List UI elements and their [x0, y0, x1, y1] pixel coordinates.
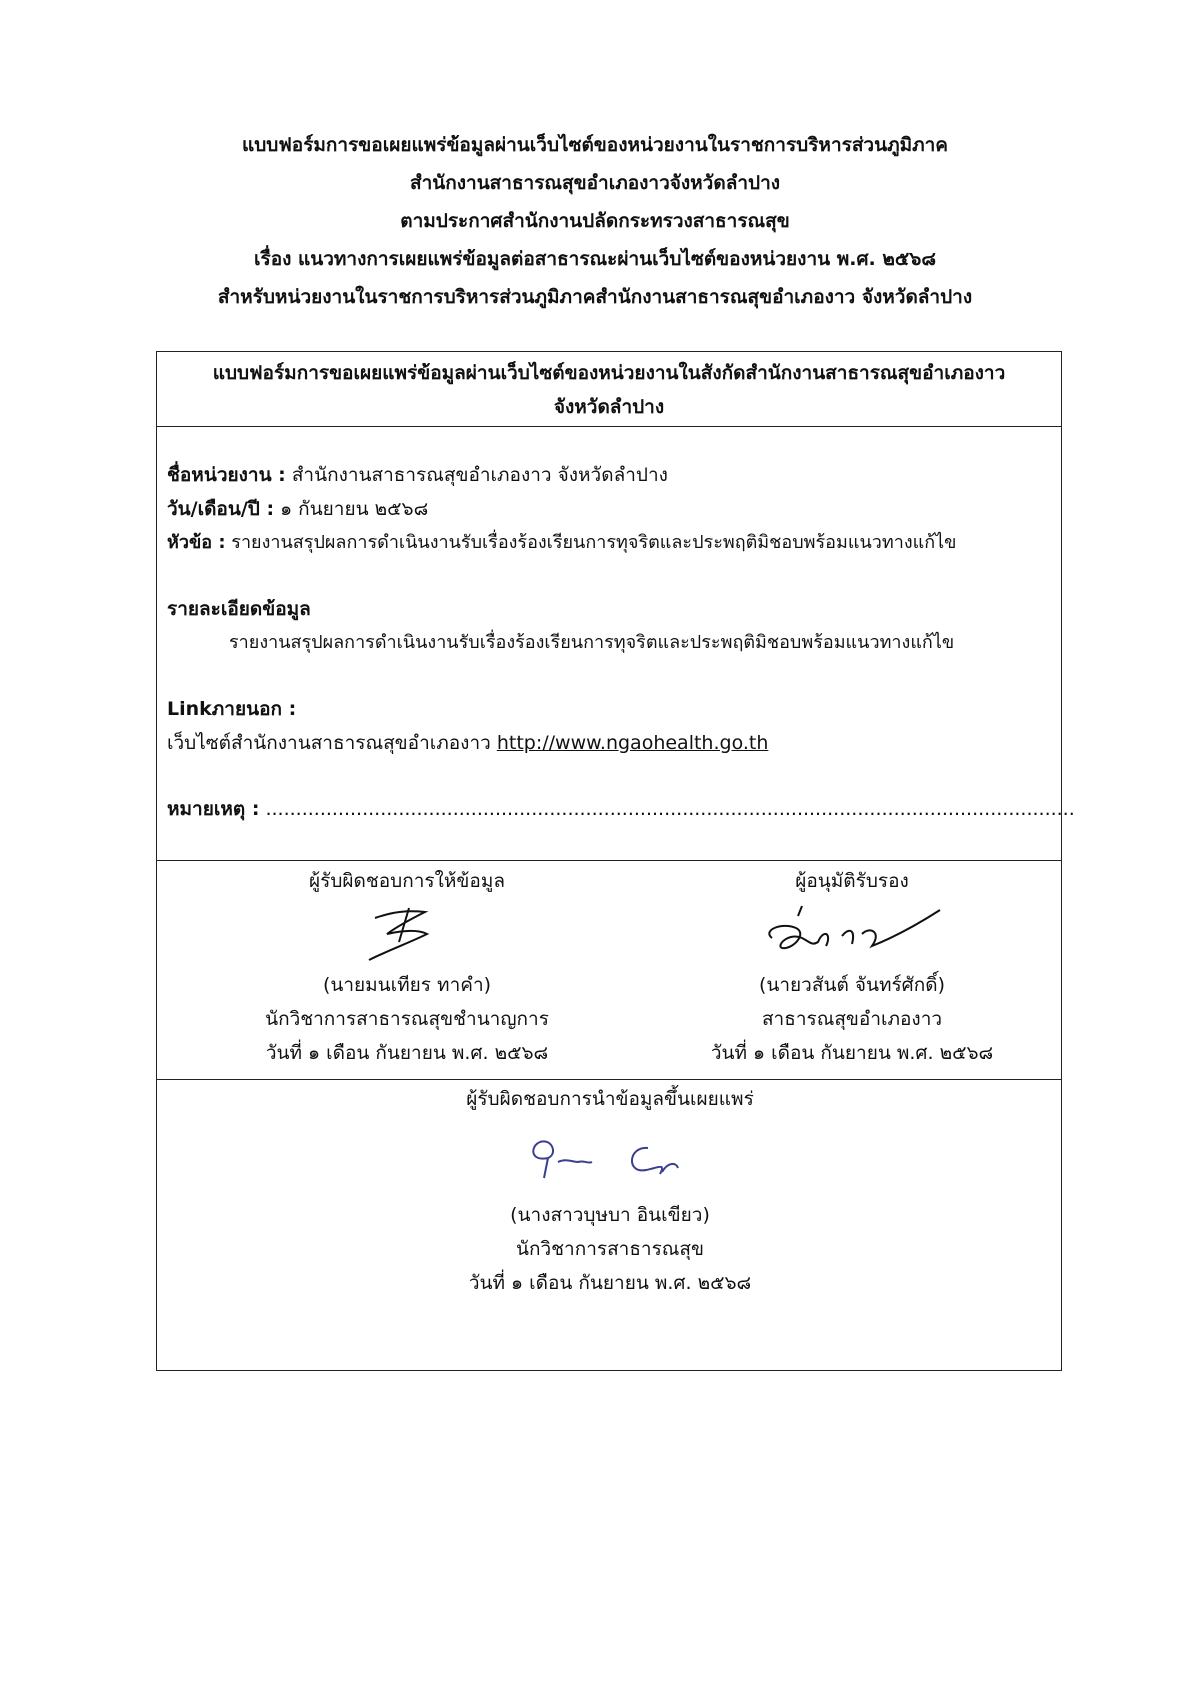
publisher-role: ผู้รับผิดชอบการนำข้อมูลขึ้นเผยแพร่: [466, 1088, 754, 1110]
provider-signature-icon: [347, 898, 467, 968]
approver-role: ผู้อนุมัติรับรอง: [795, 870, 909, 892]
link-prefix: เว็บไซต์สำนักงานสาธารณสุขอำเภองาว: [167, 732, 497, 754]
approver-date: วันที่ ๑ เดือน กันยายน พ.ศ. ๒๕๖๘: [710, 1042, 994, 1064]
details-value: รายงานสรุปผลการดำเนินงานรับเรื่องร้องเรียนการทุจริตและประพฤติมิชอบพร้อมแนวทางแก้ไข: [229, 632, 955, 653]
remark-label: หมายเหตุ :: [167, 798, 260, 820]
topic-value: รายงานสรุปผลการดำเนินงานรับเรื่องร้องเรียนการทุจริตและประพฤติมิชอบพร้อมแนวทางแก้ไข: [225, 532, 957, 553]
form-divider-publisher: [157, 1079, 1061, 1080]
approver-position: สาธารณสุขอำเภองาว: [761, 1008, 943, 1030]
form-divider-title: [157, 426, 1061, 427]
document-header: [0, 126, 1190, 316]
publisher-name: (นางสาวบุษบา อินเขียว): [510, 1204, 710, 1226]
provider-name: (นายมนเทียร ทาคำ): [322, 974, 492, 996]
form-divider-signatures: [157, 860, 1061, 861]
provider-position: นักวิชาการสาธารณสุขชำนาญการ: [265, 1008, 549, 1030]
header-line-5: สำหรับหน่วยงานในราชการบริหารส่วนภูมิภาคสำนักงานสาธารณสุขอำเภองาว จังหวัดลำปาง: [217, 286, 973, 308]
date-value: ๑ กันยายน ๒๕๖๘: [274, 498, 429, 520]
website-link[interactable]: http://www.ngaohealth.go.th: [496, 732, 769, 754]
publisher-date: วันที่ ๑ เดือน กันยายน พ.ศ. ๒๕๖๘: [468, 1272, 752, 1294]
provider-date: วันที่ ๑ เดือน กันยายน พ.ศ. ๒๕๖๘: [265, 1042, 549, 1064]
date-row: [167, 492, 428, 526]
header-line-3: ตามประกาศสำนักงานปลัดกระทรวงสาธารณสุข: [400, 210, 790, 232]
provider-signature-block: [217, 864, 597, 1070]
remark-row: [167, 792, 1075, 826]
header-line-4: เรื่อง แนวทางการเผยแพร่ข้อมูลต่อสาธารณะผ่านเว็บไซต์ของหน่วยงาน พ.ศ. ๒๕๖๘: [254, 248, 936, 270]
form-title-line-1: แบบฟอร์มการขอเผยแพร่ข้อมูลผ่านเว็บไซต์ของหน่วยงานในสังกัดสำนักงานสาธารณสุขอำเภองาว: [212, 362, 1006, 384]
publisher-position: นักวิชาการสาธารณสุข: [515, 1238, 705, 1260]
agency-label: ชื่อหน่วยงาน :: [167, 464, 286, 486]
topic-label: หัวข้อ :: [167, 532, 226, 553]
date-label: วัน/เดือน/ปี :: [167, 498, 275, 520]
header-line-1: แบบฟอร์มการขอเผยแพร่ข้อมูลผ่านเว็บไซต์ของหน่วยงานในราชการบริหารส่วนภูมิภาค: [241, 134, 949, 156]
external-link-row: [167, 726, 768, 760]
provider-role: ผู้รับผิดชอบการให้ข้อมูล: [309, 870, 505, 892]
approver-name: (นายวสันต์ จันทร์ศักดิ์): [758, 974, 945, 996]
publisher-signature-icon: [500, 1122, 720, 1198]
publication-form: [156, 351, 1075, 1371]
agency-row: [167, 458, 668, 492]
form-title-line-2: จังหวัดลำปาง: [553, 396, 665, 418]
publisher-signature-block: [157, 1082, 1063, 1300]
details-heading: รายละเอียดข้อมูล: [167, 598, 311, 620]
header-line-2: สำนักงานสาธารณสุขอำเภองาวจังหวัดลำปาง: [409, 172, 781, 194]
agency-value: สำนักงานสาธารณสุขอำเภองาว จังหวัดลำปาง: [285, 464, 668, 486]
approver-signature-icon: [752, 898, 952, 968]
approver-signature-block: [657, 864, 1047, 1070]
form-title: [157, 352, 1061, 424]
topic-row: [167, 526, 956, 560]
remark-value: ......................................................................................................................................: [259, 798, 1075, 820]
external-link-heading: Linkภายนอก :: [167, 698, 297, 720]
